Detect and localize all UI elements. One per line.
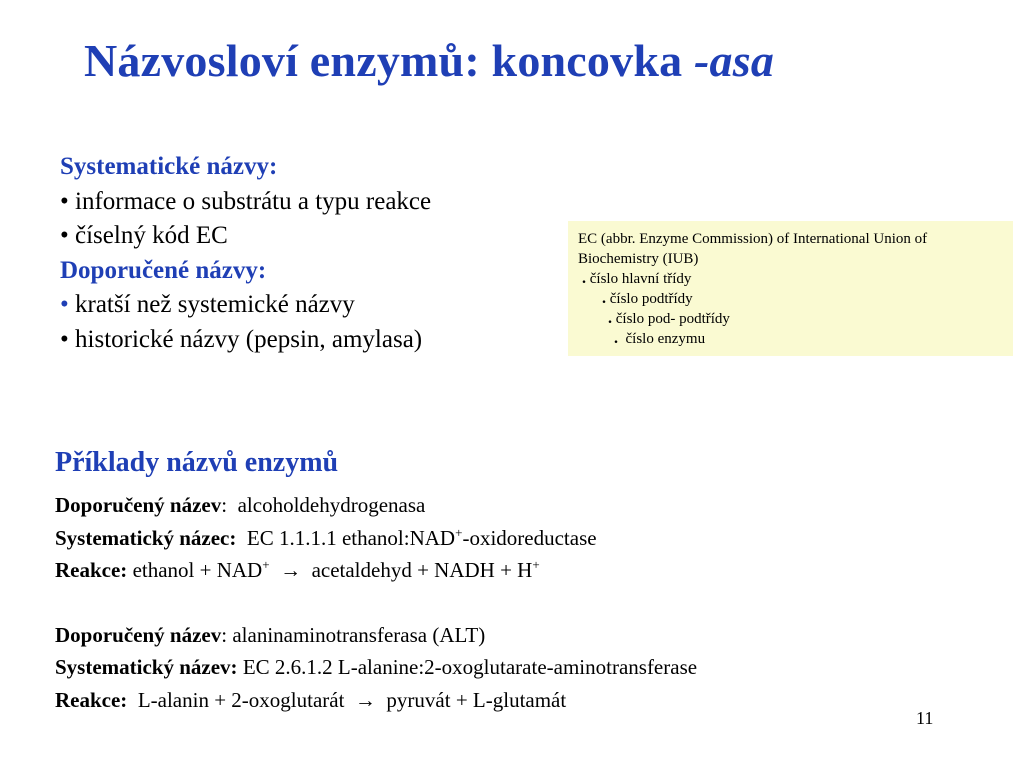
- example-1-recommended: [55, 489, 697, 522]
- list-item: [60, 323, 431, 358]
- bullet-icon: •: [60, 291, 69, 318]
- note-level-text: číslo pod- podtřídy: [615, 311, 730, 327]
- list-item: [60, 219, 431, 254]
- colon: :: [221, 493, 228, 517]
- example-1-systematic: [55, 522, 697, 555]
- value: alcoholdehydrogenasa: [237, 493, 426, 517]
- dot-icon: .: [602, 290, 606, 307]
- examples-heading: Příklady názvů enzymů: [55, 447, 339, 478]
- dot-icon: .: [608, 310, 612, 327]
- example-1-reaction: [55, 554, 697, 587]
- list-item-text: historické názvy (pepsin, amylasa): [75, 325, 423, 353]
- note-line: Biochemistry (IUB): [578, 251, 699, 267]
- note-level-text: číslo podtřídy: [609, 291, 693, 307]
- list-item: [60, 185, 431, 220]
- list-item-text: informace o substrátu a typu reakce: [75, 187, 432, 215]
- example-2-systematic: [55, 651, 697, 684]
- arrow-icon: →: [280, 558, 302, 582]
- superscript: +: [455, 524, 463, 540]
- products: pyruvát + L-glutamát: [386, 687, 567, 712]
- superscript: +: [262, 557, 270, 572]
- title-main: Názvosloví enzymů: koncovka: [84, 35, 695, 86]
- dot-icon: .: [582, 270, 586, 287]
- value: EC 1.1.1.1 ethanol:NAD: [246, 525, 456, 550]
- bullet-icon: •: [60, 325, 69, 353]
- reactants: L-alanin + 2-oxoglutarát: [137, 687, 345, 712]
- label: Systematický názec:: [55, 525, 237, 550]
- example-2-recommended: [55, 619, 697, 652]
- examples-section: [55, 447, 697, 716]
- list-item-text: kratší než systemické názvy: [75, 291, 355, 318]
- note-level-text: číslo hlavní třídy: [589, 271, 692, 287]
- recommended-heading: Doporučené názvy:: [60, 256, 267, 284]
- note-level-4: [578, 329, 1003, 349]
- label: Reakce:: [55, 558, 128, 582]
- naming-overview: [60, 150, 431, 357]
- note-level-3: [578, 309, 1003, 329]
- value: EC 2.6.1.2 L-alanine:2-oxoglutarate-aminotransferase: [242, 655, 698, 679]
- dot-icon: .: [614, 330, 618, 347]
- colon: :: [221, 622, 228, 647]
- label: Doporučený název: [55, 493, 222, 517]
- superscript: +: [532, 557, 540, 572]
- note-line: EC (abbr. Enzyme Commission) of International Union of: [578, 231, 928, 247]
- page-number: 11: [916, 708, 934, 728]
- systematic-heading: Systematické názvy:: [60, 153, 278, 180]
- page-title: [84, 34, 774, 87]
- note-level-1: [578, 269, 1003, 289]
- label: Systematický název:: [55, 655, 238, 679]
- ec-note-box: [568, 221, 1013, 356]
- note-level-2: [578, 289, 1003, 309]
- label: Reakce:: [55, 687, 128, 712]
- value: alaninaminotransferasa (ALT): [232, 622, 486, 647]
- arrow-icon: →: [354, 687, 376, 712]
- reactants: ethanol + NAD: [132, 558, 263, 582]
- title-suffix: -asa: [694, 35, 775, 86]
- note-level-text: číslo enzymu: [625, 331, 706, 347]
- spacer: [55, 587, 697, 619]
- value: -oxidoreductase: [462, 525, 597, 550]
- list-item: [60, 288, 431, 323]
- example-2-reaction: [55, 684, 697, 717]
- list-item-text: číselný kód EC: [75, 222, 228, 249]
- products: acetaldehyd + NADH + H: [311, 558, 533, 582]
- bullet-icon: •: [60, 187, 69, 215]
- label: Doporučený název: [55, 622, 222, 647]
- bullet-icon: •: [60, 222, 69, 249]
